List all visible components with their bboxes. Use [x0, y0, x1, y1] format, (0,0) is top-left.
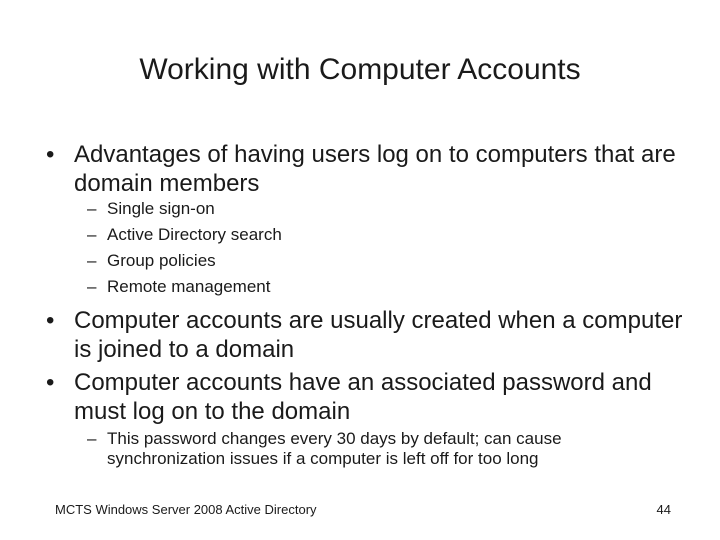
sub-item [87, 222, 687, 248]
bullet-text: Computer accounts have an associated password and must log on to the domain [74, 369, 652, 425]
sub-marker: – [87, 277, 97, 296]
sub-text: Remote management [107, 277, 271, 296]
sub-text: Single sign-on [107, 199, 215, 218]
sub-marker: – [87, 251, 97, 270]
sub-item [87, 248, 687, 274]
bullet-item [46, 306, 686, 364]
footer-course-title: MCTS Windows Server 2008 Active Directory [55, 502, 317, 517]
sub-item [87, 429, 647, 469]
sub-marker: – [87, 429, 97, 448]
sub-text: Group policies [107, 251, 216, 270]
bullet-marker: • [46, 141, 55, 168]
page-number: 44 [656, 502, 671, 517]
bullet-text: Computer accounts are usually created when a computer is joined to a domain [74, 307, 683, 363]
sub-item [87, 196, 687, 222]
bullet-marker: • [46, 369, 55, 396]
bullet-item [46, 140, 686, 198]
sub-marker: – [87, 199, 97, 218]
sub-text: This password changes every 30 days by default; can cause synchronization issues if a computer is left off for too long [107, 429, 562, 468]
bullet-item [46, 368, 686, 426]
sub-item [87, 274, 687, 300]
bullet-text: Advantages of having users log on to computers that are domain members [74, 141, 676, 197]
sub-marker: – [87, 225, 97, 244]
sub-text: Active Directory search [107, 225, 282, 244]
bullet-marker: • [46, 307, 55, 334]
slide-title: Working with Computer Accounts [139, 53, 581, 86]
